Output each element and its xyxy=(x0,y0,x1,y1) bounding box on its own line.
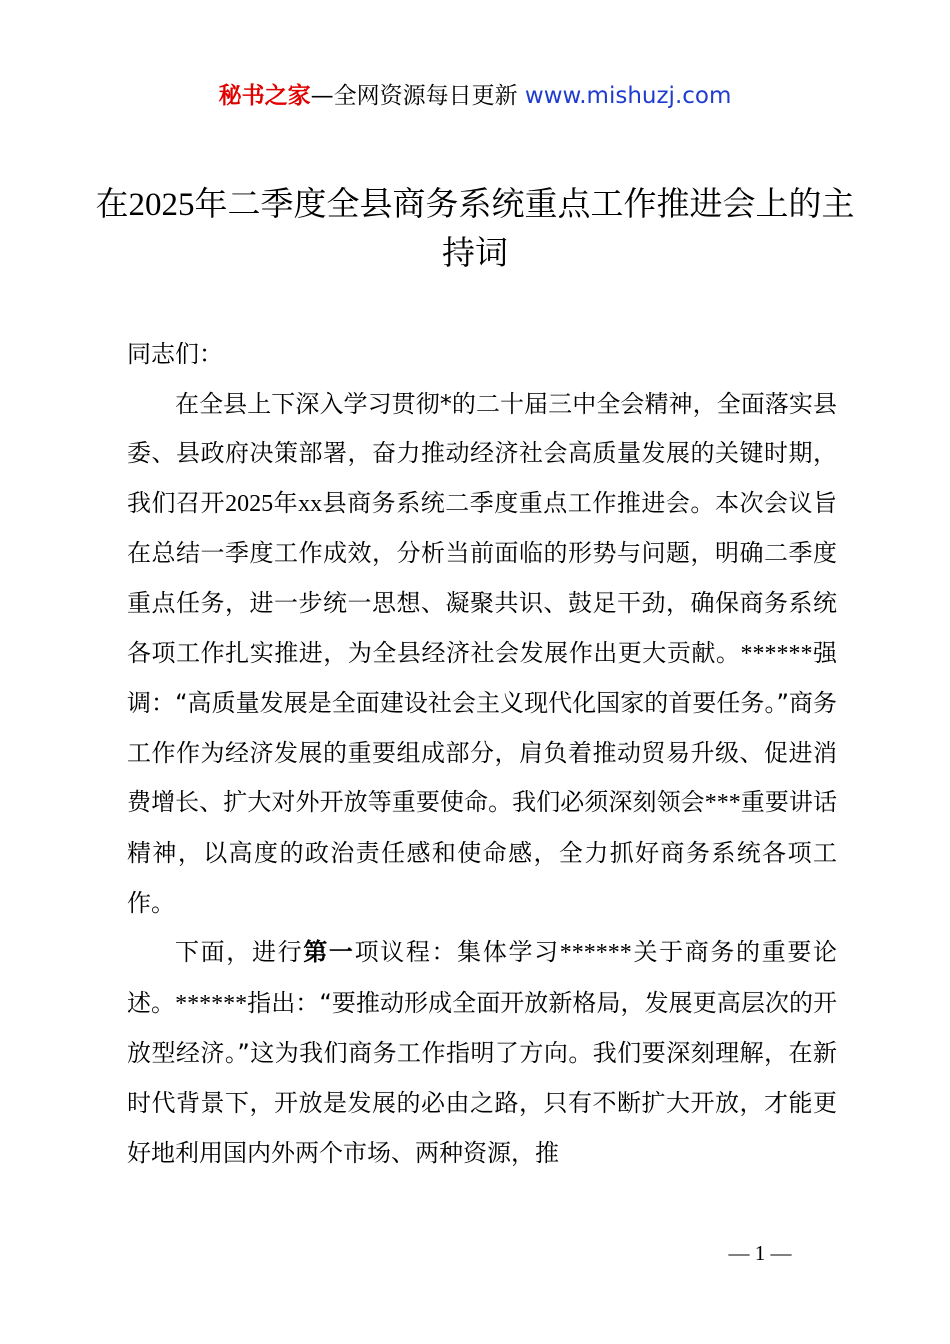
para2-bold: 第一 xyxy=(303,938,355,967)
brand-name: 秘书之家 xyxy=(218,83,311,109)
title-year: 2025 xyxy=(128,187,195,223)
para2-part-a: 下面，进行 xyxy=(175,938,304,967)
para2-part-c: 关于商务的重要论述。 xyxy=(127,938,838,1017)
para1-part-c: 县商务系统二季度重点工作推进会。本次会议旨在总结一季度工作成效，分析当前面临的形势与问题，明确二季度重点任务，进一步统一思想、凝聚共识、鼓足干劲，确保商务系统各项工作扎实推进，为全县经济社会发展作出更大贡献。 xyxy=(127,488,838,667)
document-title xyxy=(80,180,870,277)
paragraph-1 xyxy=(127,380,837,929)
para1-part-e: 重要讲话精神，以高度的政治责任感和使命感，全力抓好商务系统各项工作。 xyxy=(127,788,838,917)
title-part-post: 年二季度全县商务系统重点工作推进会上的主持词 xyxy=(194,184,855,272)
page-number: — 1 — xyxy=(728,1241,792,1265)
para1-part-d: 强调：“高质量发展是全面建设社会主义现代化国家的首要任务。”商务工作作为经济发展的重要组成部分，肩负着推动贸易升级、促进消费增长、扩大对外开放等重要使命。我们必须深刻领会 xyxy=(127,638,838,817)
title-part-pre: 在 xyxy=(95,184,129,223)
header-tagline: —全网资源每日更新 xyxy=(310,83,525,109)
para1-stars-2: *** xyxy=(704,790,741,817)
document-body xyxy=(127,330,837,1178)
para2-part-b: 项议程：集体学习 xyxy=(354,938,560,967)
para1-xx: xx xyxy=(298,490,323,517)
para1-part-b: 年 xyxy=(273,488,299,517)
para2-stars: ****** xyxy=(559,940,632,967)
para1-year: 2025 xyxy=(225,490,274,517)
site-header xyxy=(0,80,950,112)
para1-part-a: 在全县上下深入学习贯彻*的二十届三中全会精神，全面落实县委、县政府决策部署，奋力推动经济社会高质量发展的关键时期，我们召开 xyxy=(127,389,837,517)
site-url: www.mishuzj.com xyxy=(524,83,732,109)
para2-part-d: 指出：“要推动形成全面开放新格局，发展更高层次的开放型经济。”这为我们商务工作指明了方向。我们要深刻理解，在新时代背景下，开放是发展的必由之路，只有不断扩大开放，才能更好地利用国内外两个市场、两种资源，推 xyxy=(127,988,838,1167)
salutation: 同志们： xyxy=(127,340,223,368)
para2-stars-2: ****** xyxy=(175,990,248,1017)
paragraph-2 xyxy=(127,928,837,1178)
para1-stars: ****** xyxy=(740,640,813,667)
